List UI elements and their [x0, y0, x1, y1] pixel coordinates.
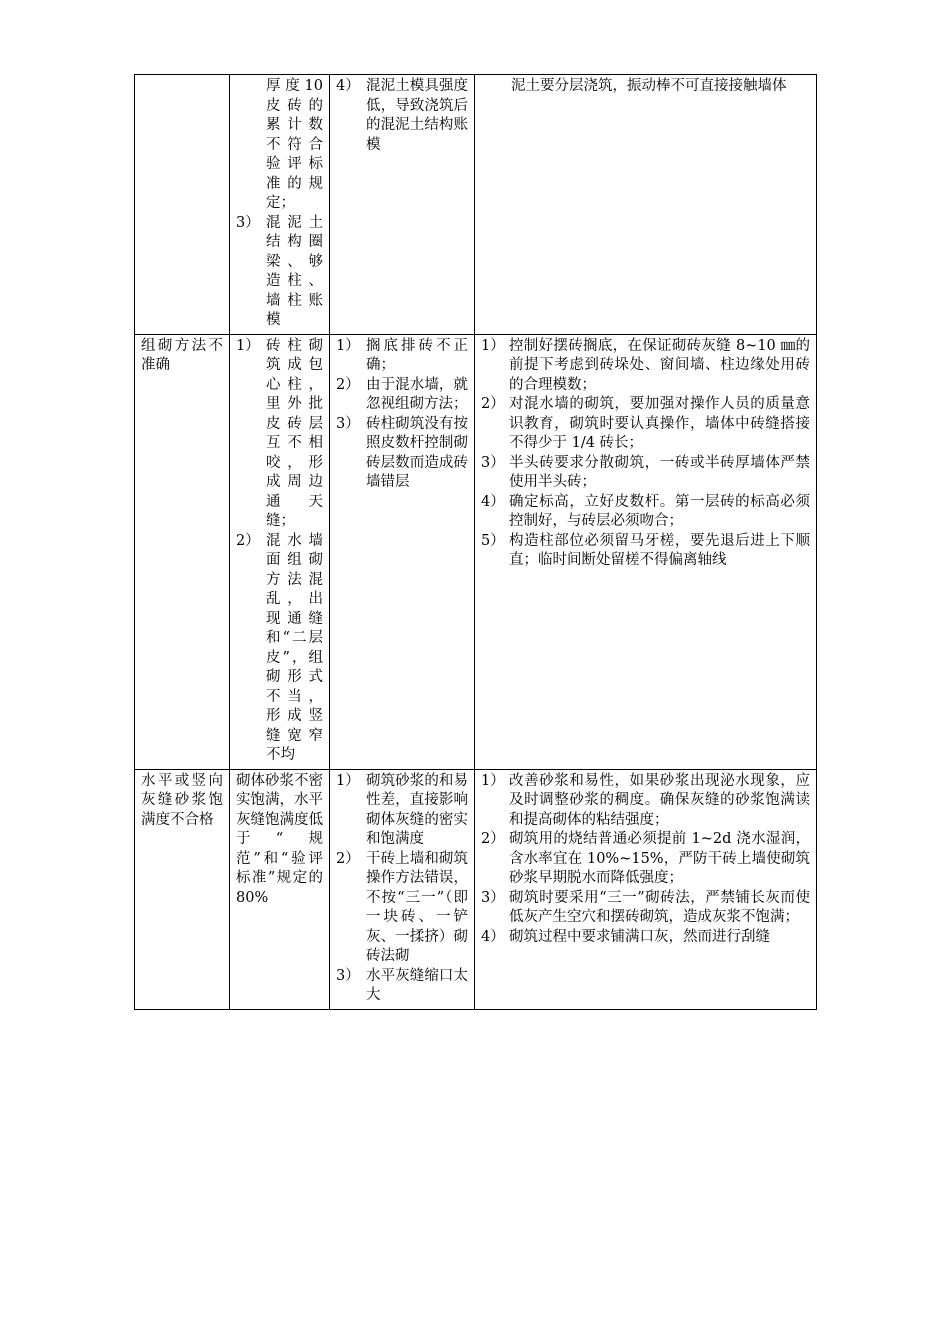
list-item-text: 混水墙面组砌方法混乱，出现通缝和“二层皮”，组砌形式不当，形成竖缝宽窄不均 [266, 532, 323, 763]
list-item-number: 3） [481, 889, 505, 906]
table-body [135, 75, 817, 1010]
cause-list [336, 77, 468, 155]
list-item-text: 水平灰缝缩口太大 [366, 967, 468, 1003]
list-item [336, 77, 468, 155]
measure-list [481, 337, 810, 571]
list-item [336, 967, 468, 1006]
list-item-number: 2） [481, 396, 505, 412]
list-item-number: 1） [481, 772, 505, 789]
list-item-number: 2） [236, 532, 260, 549]
table-row [135, 75, 817, 335]
list-item [481, 928, 810, 948]
list-item-text: 混泥土结构圈梁、够造柱、墙柱账模 [266, 214, 323, 328]
list-item [236, 532, 323, 766]
problem-cell [135, 334, 230, 769]
list-item-number: 2） [481, 831, 505, 847]
list-item-number: 2） [336, 850, 360, 867]
cause-list [336, 337, 468, 493]
cause-cell [330, 75, 475, 335]
problem-cell [135, 769, 230, 1009]
list-item-text: 对混水墙的砌筑，要加强对操作人员的质量意识教育，砌筑时要认真操作，墙体中砖缝搭接不得少于 1/4 砖长； [509, 396, 810, 451]
list-item [481, 772, 810, 831]
manifestation-lead-text: 厚度10皮砖的累计数不符合验评标准的规定； [266, 78, 323, 211]
manifestation-cell [230, 769, 330, 1009]
list-item [336, 850, 468, 967]
cause-list [336, 772, 468, 1006]
measure-cell [475, 75, 817, 335]
manifestation-lead-text: 砌体砂浆不密实饱满，水平灰缝饱满度低于“规范”和“验评标准”规定的80% [236, 772, 323, 906]
list-item-number: 3） [336, 415, 360, 432]
list-item [481, 532, 810, 571]
measure-cell [475, 334, 817, 769]
list-item [236, 337, 323, 532]
list-item [481, 889, 810, 928]
problem-text: 水平或竖向灰缝砂浆饱满度不合格 [141, 772, 223, 828]
cause-cell [330, 769, 475, 1009]
list-item-text: 砌筑用的烧结普通必须提前 1~2d 浇水湿润，含水率宜在 10%~15%，严防干砖上墙使砌筑砂浆早期脱水而降低强度； [509, 831, 810, 886]
list-item-number: 3） [336, 967, 360, 984]
manifestation-cell [230, 334, 330, 769]
list-item-text: 砌筑过程中要求铺满口灰，然而进行刮缝 [509, 928, 770, 945]
list-item [336, 337, 468, 376]
list-item-text: 干砖上墙和砌筑操作方法错误，不按“三一”（即一块砖、一铲灰、一揉挤）砌砖法砌 [366, 850, 468, 964]
table-row [135, 334, 817, 769]
list-item-number: 2） [336, 376, 360, 393]
list-item-text: 确定标高，立好皮数杆。第一层砖的标高必须控制好，与砖层必须吻合； [509, 493, 810, 529]
list-item [481, 337, 810, 396]
list-item-number: 4） [336, 78, 360, 94]
cause-cell [330, 334, 475, 769]
list-item-number: 1） [481, 337, 505, 354]
list-item-text: 搁底排砖不正确； [366, 337, 468, 373]
list-item [481, 395, 810, 454]
problem-cell [135, 75, 230, 335]
measure-list [481, 772, 810, 948]
list-item [336, 415, 468, 493]
list-item [481, 493, 810, 532]
list-item-number: 3） [481, 454, 505, 471]
list-item-text: 控制好摆砖搁底，在保证砌砖灰缝 8~10 ㎜的前提下考虑到砖垛处、窗间墙、柱边缘处用砖的合理模数； [509, 337, 810, 393]
list-item-number: 5） [481, 532, 505, 549]
list-item-text: 改善砂浆和易性，如果砂浆出现泌水现象，应及时调整砂浆的稠度。确保灰缝的砂浆饱满读和提高砌体的粘结强度； [509, 772, 810, 828]
list-item [481, 830, 810, 889]
list-item-number: 3） [236, 214, 260, 231]
list-item-text: 砌筑时要采用“三一”砌砖法，严禁铺长灰而使低灰产生空穴和摆砖砌筑，造成灰浆不饱满； [509, 889, 810, 925]
list-item [336, 772, 468, 850]
list-item-text: 砖柱砌筑没有按照皮数杆控制砌砖层数而造成砖墙错层 [366, 415, 468, 490]
quality-issues-table [134, 74, 817, 1010]
measure-cell [475, 769, 817, 1009]
list-item-number: 1） [236, 337, 260, 354]
manifestation-cell [230, 75, 330, 335]
table-row [135, 769, 817, 1009]
list-item-number: 4） [481, 493, 505, 510]
manifestation-list [236, 214, 323, 331]
measure-lead-text: 泥土要分层浇筑，振动棒不可直接接触墙体 [511, 78, 787, 94]
list-item-number: 1） [336, 772, 360, 789]
list-item-text: 砌筑砂浆的和易性差，直接影响砌体灰缝的密实和饱满度 [366, 772, 468, 847]
list-item-text: 砖柱砌筑成包心柱，里外批皮砖层互不相咬，形成周边通天缝； [266, 337, 323, 529]
list-item-text: 混泥土模具强度低，导致浇筑后的混泥土结构账模 [366, 78, 468, 153]
list-item [236, 214, 323, 331]
list-item [481, 454, 810, 493]
list-item-text: 构造柱部位必须留马牙槎，要先退后进上下顺直；临时间断处留槎不得偏离轴线 [509, 532, 810, 568]
list-item [336, 376, 468, 415]
problem-text: 组砌方法不准确 [141, 337, 223, 373]
list-item-text: 由于混水墙，就忽视组砌方法； [366, 376, 468, 412]
list-item-number: 4） [481, 928, 505, 945]
list-item-number: 1） [336, 337, 360, 354]
manifestation-list [236, 337, 323, 766]
list-item-text: 半头砖要求分散砌筑，一砖或半砖厚墙体严禁使用半头砖； [509, 454, 810, 490]
